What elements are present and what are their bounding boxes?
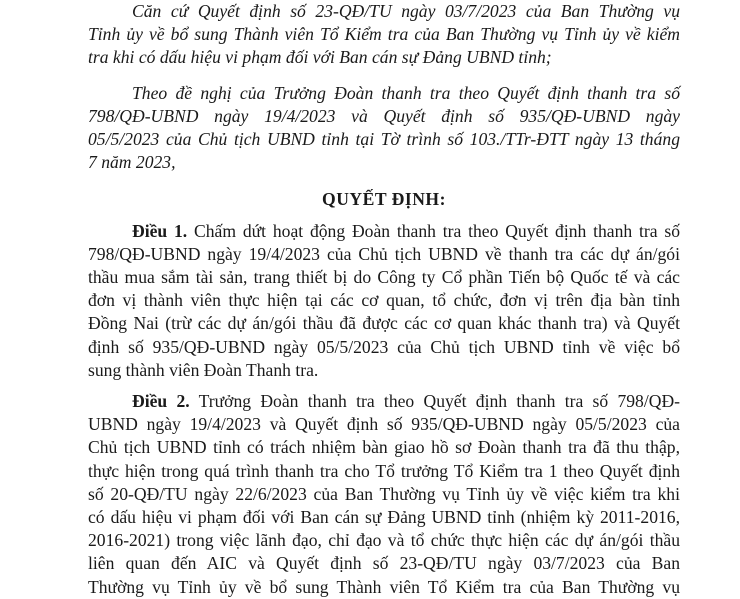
paragraph-gap [88,70,680,82]
article-2-line: 2016-2021) trong việc lãnh đạo, chỉ đạo và tổ chức thực hiện các dự án/gói thầu [88,530,680,551]
basis-1-line: tra khi có dấu hiệu vi phạm đối với Ban cán sự Đảng UBND tỉnh; [88,47,552,68]
article-1 [88,220,680,382]
basis-paragraph-1 [88,0,680,70]
article-2-line: thực hiện trong quá trình thanh tra cho Tổ trưởng Tổ Kiểm tra 1 theo Quyết định [88,460,680,481]
article-1-line: Đồng Nai (trừ các dự án/gói thầu đã được các cơ quan khác thanh tra) và Quyết [88,313,680,334]
decision-heading: QUYẾT ĐỊNH: [322,189,446,210]
basis-2-line: Theo đề nghị của Trưởng Đoàn thanh tra theo Quyết định thanh tra số [132,82,680,103]
article-2-line: UBND ngày 19/4/2023 và Quyết định số 935/QĐ-UBND ngày 05/5/2023 của [88,414,680,435]
basis-2-line: 05/5/2023 của Chủ tịch UBND tỉnh tại Tờ trình số 103./TTr-ĐTT ngày 13 tháng [88,129,680,150]
article-1-line: 798/QĐ-UBND ngày 19/4/2023 của Chủ tịch UBND về thanh tra các dự án/gói [88,243,680,264]
article-1-line: sung thành viên Đoàn Thanh tra. [88,359,319,380]
article-1-label: Điều 1. [132,220,188,241]
basis-paragraph-2 [88,82,680,175]
article-2-line: có dấu hiệu vi phạm đối với Ban cán sự Đảng UBND tỉnh (nhiệm kỳ 2011-2016, [88,507,680,528]
article-2-first-line-text: Trưởng Đoàn thanh tra theo Quyết định thanh tra số 798/QĐ- [189,391,681,412]
basis-1-line: Căn cứ Quyết định số 23-QĐ/TU ngày 03/7/2023 của Ban Thường vụ [132,1,680,21]
article-1-line: thầu mua sắm tài sản, trang thiết bị do Công ty Cổ phần Tiến bộ Quốc tế và các [88,267,680,288]
article-2 [88,390,680,599]
article-2-label: Điều 2. [132,391,190,412]
basis-2-line: 798/QĐ-UBND ngày 19/4/2023 và Quyết định số 935/QĐ-UBND ngày [88,105,680,126]
article-2-first-line [88,390,680,413]
article-2-line: liên quan đến AIC và Quyết định số 23-QĐ/TU ngày 03/7/2023 của Ban [88,553,680,574]
article-1-first-line-text: Chấm dứt hoạt động Đoàn thanh tra theo Quyết định thanh tra số [187,220,681,241]
article-2-line: Chủ tịch UBND tỉnh có trách nhiệm bàn giao hồ sơ Đoàn thanh tra đã thu thập, [88,437,680,458]
article-1-first-line [88,220,680,243]
basis-2-line: 7 năm 2023, [88,152,176,173]
paragraph-gap [88,382,680,390]
article-1-line: định số 935/QĐ-UBND ngày 05/5/2023 của Chủ tịch UBND tỉnh về việc bổ [88,336,680,357]
basis-1-line: Tỉnh ủy về bổ sung Thành viên Tổ Kiểm tra của Ban Thường vụ Tỉnh ủy về kiểm [88,24,680,45]
article-2-line: số 20-QĐ/TU ngày 22/6/2023 của Ban Thường vụ Tỉnh ủy về việc kiểm tra khi [88,483,680,504]
article-1-line: đơn vị thành viên thực hiện tại các cơ quan, tổ chức, đơn vị trên địa bàn tỉnh [88,290,680,311]
article-2-line: Thường vụ Tỉnh ủy về bổ sung Thành viên Tổ Kiểm tra của Ban Thường vụ [88,576,680,597]
document-page [88,0,680,599]
